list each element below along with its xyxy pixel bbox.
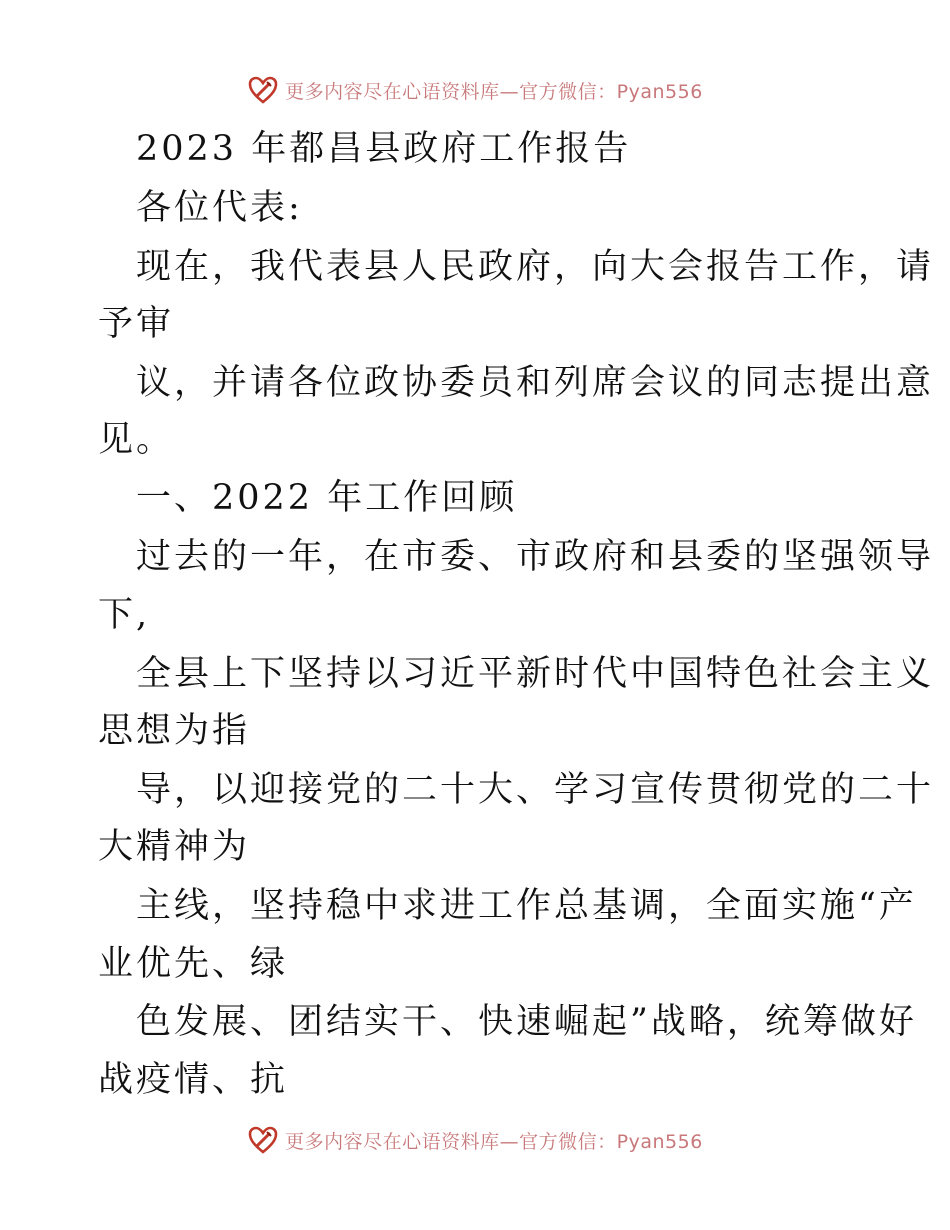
paragraph-line: 思想为指 (98, 711, 251, 751)
watermark-text: 更多内容尽在心语资料库—官方微信：Pyan556 (285, 80, 703, 103)
document-title: 2023 年都昌县政府工作报告 (136, 129, 632, 169)
heart-pen-logo-icon (247, 1124, 279, 1156)
paragraph-line: 全县上下坚持以习近平新时代中国特色社会主义 (136, 654, 935, 694)
salutation: 各位代表: (136, 188, 303, 228)
paragraph-line: 过去的一年，在市委、市政府和县委的坚强领导 (136, 537, 935, 577)
watermark-text: 更多内容尽在心语资料库—官方微信：Pyan556 (285, 1130, 703, 1153)
paragraph-line: 导，以迎接党的二十大、学习宣传贯彻党的二十 (136, 770, 935, 810)
paragraph-line: 见。 (98, 420, 175, 460)
paragraph-line: 予审 (98, 304, 175, 344)
paragraph-line: 现在，我代表县人民政府，向大会报告工作，请 (136, 247, 935, 287)
footer-watermark-inner (247, 1124, 703, 1156)
paragraph-line: 下, (98, 595, 151, 635)
paragraph-line: 主线，坚持稳中求进工作总基调，全面实施“产 (136, 886, 917, 926)
paragraph-line: 色发展、团结实干、快速崛起”战略，统筹做好 (136, 1002, 917, 1042)
paragraph-line: 战疫情、抗 (98, 1060, 289, 1100)
section-heading: 一、2022 年工作回顾 (136, 478, 518, 518)
footer-watermark-banner (0, 1120, 950, 1160)
paragraph-line: 大精神为 (98, 827, 251, 867)
paragraph-line: 议，并请各位政协委员和列席会议的同志提出意 (136, 363, 935, 403)
paragraph-line: 业优先、绿 (98, 944, 289, 984)
